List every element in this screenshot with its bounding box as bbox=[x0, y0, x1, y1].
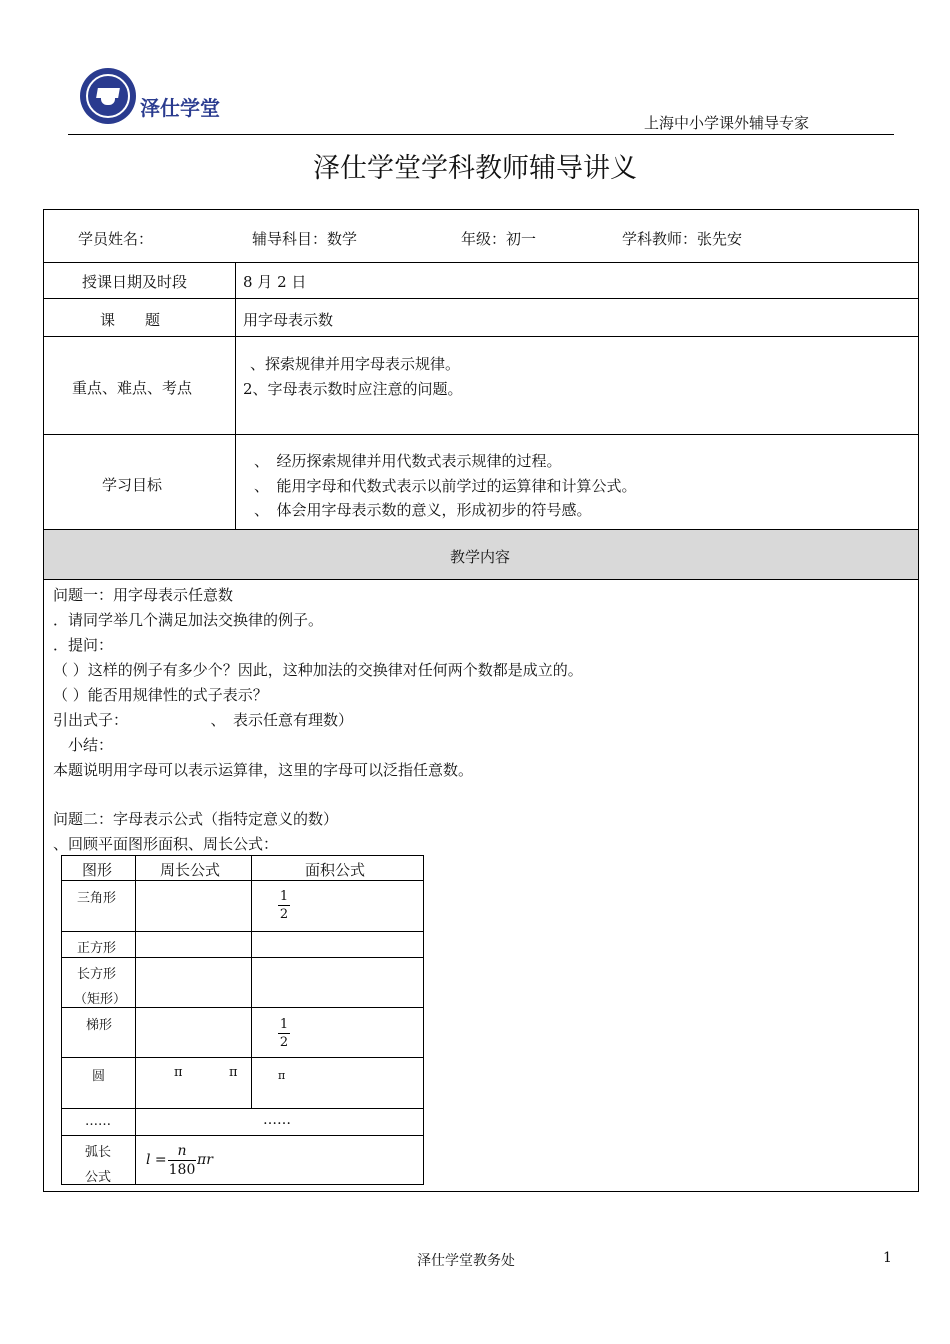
school-logo-icon bbox=[80, 68, 136, 124]
date-value: 8 月 2 日 bbox=[243, 273, 307, 291]
date-label: 授课日期及时段 bbox=[82, 273, 188, 291]
goals-label: 学习目标 bbox=[102, 476, 163, 494]
student-name-label: 学员姓名： bbox=[78, 230, 154, 248]
goal-item: 、 能用字母和代数式表示以前学过的运算律和计算公式。 bbox=[254, 477, 637, 495]
teacher-label: 学科教师：张先安 bbox=[622, 230, 743, 248]
content-line: （ ）能否用规律性的式子表示？ bbox=[53, 686, 268, 704]
ellipsis: …… bbox=[263, 1112, 291, 1128]
arc-fraction: n 180 bbox=[168, 1143, 196, 1178]
shape-rectangle-alt: （矩形） bbox=[74, 992, 127, 1007]
shape-circle: 圆 bbox=[92, 1069, 106, 1084]
grade-label: 年级：初一 bbox=[461, 230, 537, 248]
goal-item: 、 体会用字母表示数的意义，形成初步的符号感。 bbox=[254, 501, 592, 519]
goal-item: 、 经历探索规律并用代数式表示规律的过程。 bbox=[254, 452, 562, 470]
content-line: ．请同学举几个满足加法交换律的例子。 bbox=[53, 611, 324, 629]
formula-header-area: 面积公式 bbox=[305, 861, 366, 879]
header-tagline: 上海中小学课外辅导专家 bbox=[644, 114, 810, 132]
key-points-label: 重点、难点、考点 bbox=[72, 379, 193, 397]
content-line: （ ）这样的例子有多少个？因此，这种加法的交换律对任何两个数都是成立的。 bbox=[53, 661, 583, 679]
page-number: 1 bbox=[883, 1250, 892, 1266]
formula-header-perimeter: 周长公式 bbox=[160, 861, 221, 879]
fraction-half: $\frac{1}{2}$ bbox=[279, 889, 289, 922]
content-line: 问题一：用字母表示任意数 bbox=[53, 586, 234, 604]
shape-triangle: 三角形 bbox=[77, 891, 117, 906]
shape-ellipsis: …… bbox=[85, 1114, 111, 1129]
topic-label: 课 题 bbox=[100, 311, 161, 329]
key-point-item: 2、字母表示数时应注意的问题。 bbox=[243, 380, 463, 398]
pi-symbol: π bbox=[278, 1069, 286, 1082]
content-line: ．提问： bbox=[53, 636, 114, 654]
footer-office: 泽仕学堂教务处 bbox=[417, 1253, 515, 1269]
content-line: 小结： bbox=[53, 736, 114, 754]
page-title: 泽仕学堂学科教师辅导讲义 bbox=[313, 153, 637, 184]
key-point-item: 、探索规律并用字母表示规律。 bbox=[250, 355, 461, 373]
formula-header-shape: 图形 bbox=[82, 861, 113, 879]
content-line: 引出式子： 、 表示任意有理数） bbox=[53, 711, 354, 729]
topic-value: 用字母表示数 bbox=[243, 311, 334, 329]
content-line: 本题说明用字母可以表示运算律，这里的字母可以泛指任意数。 bbox=[53, 761, 474, 779]
shape-rectangle: 长方形 bbox=[77, 967, 117, 982]
shape-trapezoid: 梯形 bbox=[86, 1018, 113, 1033]
pi-symbol: π bbox=[174, 1065, 183, 1080]
subject-label: 辅导科目：数学 bbox=[252, 230, 358, 248]
content-line: 问题二：字母表示公式（指特定意义的数） bbox=[53, 810, 339, 828]
arc-lhs: l = bbox=[146, 1152, 167, 1168]
arc-rhs: πr bbox=[197, 1152, 213, 1168]
shape-square: 正方形 bbox=[77, 941, 117, 956]
logo-text: 泽仕学堂 bbox=[140, 96, 220, 120]
shape-arc-formula: 公式 bbox=[85, 1170, 112, 1185]
pi-symbol: π bbox=[229, 1065, 238, 1080]
content-header: 教学内容 bbox=[450, 548, 511, 566]
content-line: 、回顾平面图形面积、周长公式： bbox=[53, 835, 279, 853]
fraction-half: $\frac{1}{2}$ bbox=[279, 1017, 289, 1050]
header-divider bbox=[68, 134, 894, 135]
shape-arc: 弧长 bbox=[85, 1145, 112, 1160]
